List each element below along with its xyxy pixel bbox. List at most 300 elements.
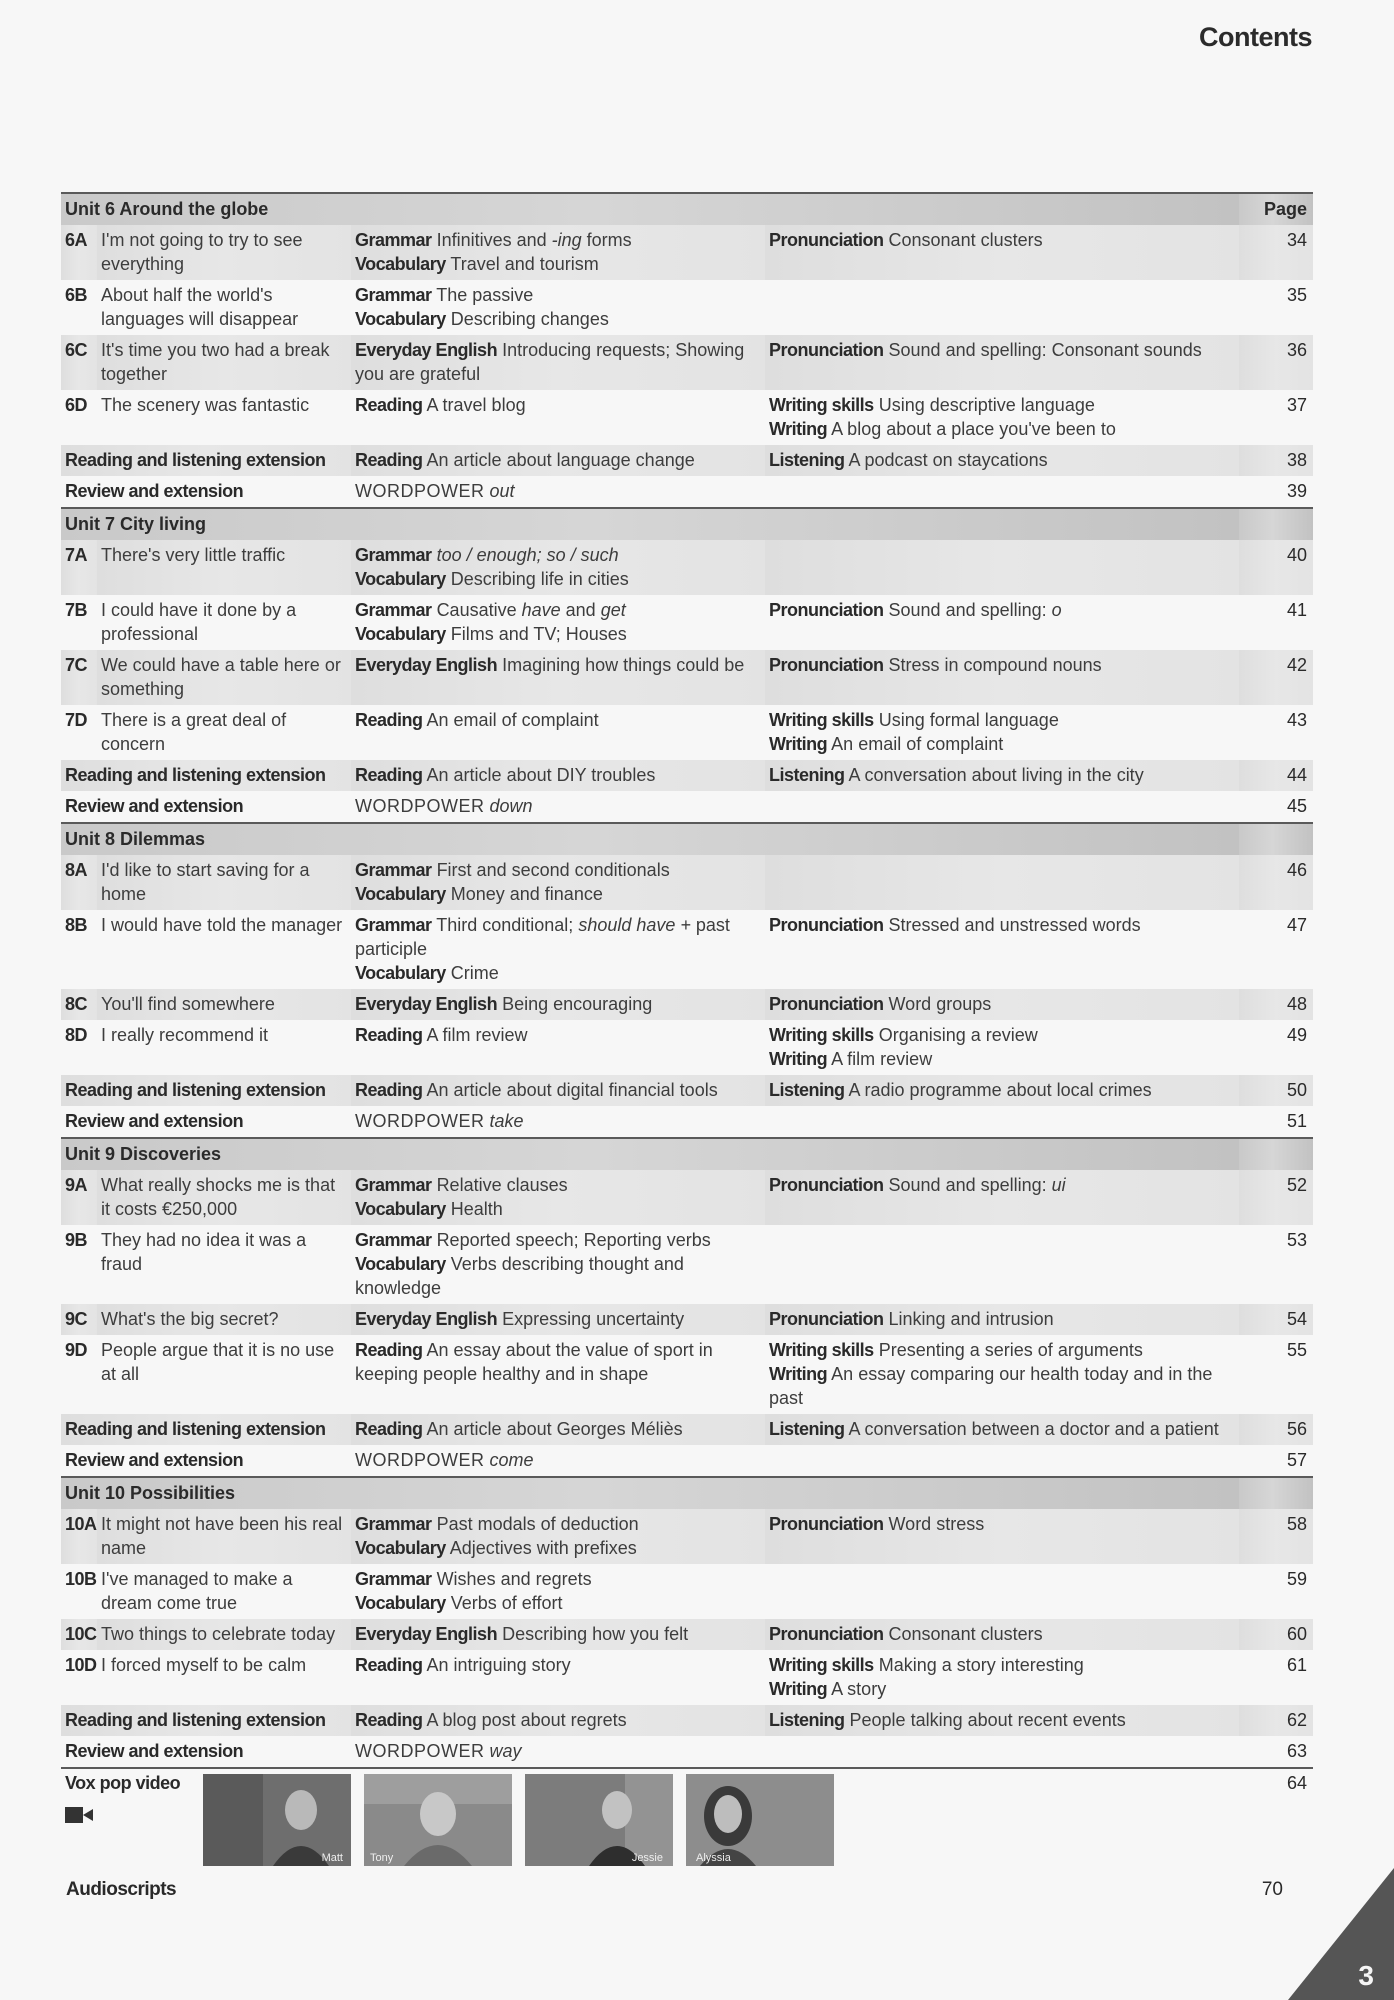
extension-reading-cell	[351, 1075, 765, 1106]
wordpower-label: WORDPOWER	[355, 1741, 485, 1761]
grammar-vocab-cell	[351, 705, 765, 760]
entry-text-after: and	[560, 600, 601, 620]
unit-header-row	[61, 1477, 1313, 1509]
entry-text: Sound and spelling:	[888, 600, 1052, 620]
skills-cell	[765, 1020, 1239, 1075]
extension-label: Reading and listening extension	[61, 1414, 351, 1445]
wordpower-cell	[351, 791, 765, 823]
wordpower-cell	[351, 1445, 765, 1477]
lesson-code: 9D	[65, 1340, 88, 1360]
video-thumbnail[interactable]	[203, 1774, 351, 1866]
entry-label: Grammar	[355, 860, 432, 880]
lesson-row[interactable]	[61, 1170, 1313, 1225]
entry-text: A film review	[426, 1025, 528, 1045]
lesson-row[interactable]	[61, 1335, 1313, 1414]
extension-row[interactable]	[61, 445, 1313, 476]
lesson-row[interactable]	[61, 390, 1313, 445]
grammar-vocab-cell	[351, 1020, 765, 1075]
lesson-row[interactable]	[61, 595, 1313, 650]
page-number-cell: 60	[1239, 1619, 1313, 1650]
extension-reading-cell	[351, 1705, 765, 1736]
lesson-title: It might not have been his real name	[97, 1509, 351, 1564]
entry-text: Crime	[450, 963, 499, 983]
entry-label: Vocabulary	[355, 309, 446, 329]
page-number-cell: 46	[1239, 855, 1313, 910]
entry-label: Everyday English	[355, 655, 498, 675]
grammar-vocab-cell	[351, 1509, 765, 1564]
lesson-row[interactable]	[61, 1225, 1313, 1304]
page-column-header	[1239, 1477, 1313, 1509]
extension-reading-cell	[351, 1414, 765, 1445]
lesson-title: I really recommend it	[101, 1025, 269, 1045]
entry-line	[355, 1536, 761, 1560]
lesson-title: What really shocks me is that it costs €250,000	[97, 1170, 351, 1225]
entry-label: Vocabulary	[355, 254, 446, 274]
grammar-vocab-cell	[351, 225, 765, 280]
entry-text: A podcast on staycations	[848, 450, 1048, 470]
entry-line	[769, 913, 1235, 937]
video-thumbnail[interactable]	[686, 1774, 834, 1866]
skills-cell	[765, 595, 1239, 650]
skills-cell	[765, 1650, 1239, 1705]
lesson-row[interactable]	[61, 705, 1313, 760]
entry-line	[769, 338, 1235, 362]
lesson-title: There's very little traffic	[97, 540, 351, 595]
video-thumbnail[interactable]	[525, 1774, 673, 1866]
entry-line	[355, 1197, 761, 1221]
wordpower-cell	[351, 1106, 765, 1138]
entry-line	[769, 1622, 1235, 1646]
grammar-vocab-cell	[351, 989, 765, 1020]
entry-text: A conversation between a doctor and a patient	[848, 1419, 1219, 1439]
grammar-vocab-cell	[351, 390, 765, 445]
audioscripts-label: Audioscripts	[66, 1879, 177, 1900]
skills-cell	[765, 1225, 1239, 1304]
skills-cell	[765, 855, 1239, 910]
entry-label: Grammar	[355, 230, 432, 250]
entry-text: Word stress	[888, 1514, 985, 1534]
entry-line	[355, 1078, 761, 1102]
page-title: Contents	[1199, 22, 1312, 52]
entry-line	[355, 1591, 761, 1615]
review-label: Review and extension	[65, 796, 244, 816]
entry-text: Introducing requests; Showing you are grateful	[355, 340, 745, 384]
page-number-cell: 55	[1286, 1340, 1308, 1360]
entry-text: Money and finance	[450, 884, 603, 904]
lesson-row[interactable]	[61, 1650, 1313, 1705]
entry-label: Reading	[355, 1080, 423, 1100]
thumbnail-name: Matt	[321, 1852, 343, 1864]
entry-text: Organising a review	[878, 1025, 1038, 1045]
lesson-code: 7B	[65, 600, 88, 620]
page-number-cell: 41	[1286, 600, 1308, 620]
entry-text: Using formal language	[878, 710, 1059, 730]
wordpower-word: take	[489, 1111, 524, 1131]
entry-text: Reported speech; Reporting verbs	[436, 1230, 711, 1250]
unit-title: Unit 8 Dilemmas	[61, 823, 1239, 855]
page-number-cell: 37	[1286, 395, 1308, 415]
entry-text: An email of complaint	[831, 734, 1004, 754]
page-number-cell: 56	[1239, 1414, 1313, 1445]
entry-line	[355, 598, 761, 622]
entry-text: The passive	[436, 285, 534, 305]
lesson-code: 8D	[65, 1025, 88, 1045]
entry-line	[769, 1653, 1235, 1677]
entry-text: People talking about recent events	[849, 1710, 1126, 1730]
lesson-row[interactable]	[61, 1020, 1313, 1075]
entry-line	[355, 763, 761, 787]
wordpower-cell	[351, 1736, 765, 1768]
entry-label: Listening	[769, 450, 845, 470]
lesson-code: 9A	[61, 1170, 97, 1225]
entry-text: An article about DIY troubles	[426, 765, 656, 785]
page-column-header	[1239, 508, 1313, 540]
entry-italic: o	[1051, 600, 1062, 620]
entry-line	[355, 858, 761, 882]
entry-line	[769, 598, 1235, 622]
entry-label: Reading	[355, 1025, 423, 1045]
skills-cell	[765, 540, 1239, 595]
page-number-cell: 45	[1286, 796, 1308, 816]
entry-label: Vocabulary	[355, 1254, 446, 1274]
lesson-code: 6B	[65, 285, 88, 305]
entry-text-after: past participle	[355, 915, 730, 959]
entry-italic: -ing	[551, 230, 582, 250]
wordpower-word: come	[489, 1450, 534, 1470]
grammar-vocab-cell	[351, 540, 765, 595]
review-row[interactable]	[61, 476, 1313, 508]
empty-cell	[765, 791, 1239, 823]
entry-line	[355, 1653, 761, 1677]
page-number: 3	[1358, 1960, 1374, 1991]
lesson-title: What's the big secret?	[97, 1304, 351, 1335]
skills-cell	[765, 910, 1239, 989]
entry-italic: ui	[1051, 1175, 1066, 1195]
entry-line	[355, 1252, 761, 1300]
entry-label: Writing	[769, 1364, 828, 1384]
entry-label: Pronunciation	[769, 1175, 884, 1195]
grammar-vocab-cell	[351, 1335, 765, 1414]
entry-label: Reading	[355, 1419, 423, 1439]
lesson-title: Two things to celebrate today	[97, 1619, 351, 1650]
lesson-row[interactable]	[61, 989, 1313, 1020]
entry-label: Everyday English	[355, 340, 498, 360]
review-label: Review and extension	[65, 1741, 244, 1761]
grammar-vocab-cell	[351, 280, 765, 335]
entry-label: Vocabulary	[355, 884, 446, 904]
lesson-title: They had no idea it was a fraud	[101, 1230, 307, 1274]
lesson-code: 6D	[65, 395, 88, 415]
entry-text: An essay about the value of sport in keeping people healthy and in shape	[355, 1340, 713, 1384]
lesson-title: You'll find somewhere	[97, 989, 351, 1020]
entry-line	[769, 732, 1235, 756]
lesson-title: I've managed to make a dream come true	[101, 1569, 293, 1613]
entry-label: Grammar	[355, 600, 432, 620]
entry-label: Reading	[355, 1655, 423, 1675]
entry-line	[355, 1622, 761, 1646]
entry-text: Being encouraging	[502, 994, 653, 1014]
entry-line	[769, 1512, 1235, 1536]
lesson-code: 6C	[61, 335, 97, 390]
entry-label: Vocabulary	[355, 1538, 446, 1558]
entry-label: Writing	[769, 734, 828, 754]
entry-line	[355, 228, 761, 252]
entry-line	[355, 992, 761, 1016]
wordpower-word: out	[489, 481, 515, 501]
unit-header-row	[61, 508, 1313, 540]
lesson-row[interactable]	[61, 1304, 1313, 1335]
entry-line	[355, 393, 761, 417]
grammar-vocab-cell	[351, 1619, 765, 1650]
skills-cell	[765, 989, 1239, 1020]
unit-header-row	[61, 1138, 1313, 1170]
entry-text: A blog post about regrets	[426, 1710, 627, 1730]
thumbnail-name: Jessie	[631, 1852, 663, 1864]
lesson-row[interactable]	[61, 335, 1313, 390]
empty-cell	[765, 476, 1239, 508]
entry-label: Listening	[769, 1419, 845, 1439]
entry-text: Causative	[436, 600, 522, 620]
entry-label: Vocabulary	[355, 1199, 446, 1219]
entry-line	[355, 708, 761, 732]
extension-row[interactable]	[61, 760, 1313, 791]
wordpower-label: WORDPOWER	[355, 1111, 485, 1131]
review-row[interactable]	[61, 1736, 1313, 1768]
lesson-title: People argue that it is no use at all	[101, 1340, 335, 1384]
review-row[interactable]	[61, 1445, 1313, 1477]
vox-pop-page: 64	[1286, 1773, 1308, 1793]
page-number-cell: 38	[1239, 445, 1313, 476]
lesson-title: I would have told the manager	[101, 915, 343, 935]
entry-label: Pronunciation	[769, 340, 884, 360]
lesson-row[interactable]	[61, 1564, 1313, 1619]
entry-text: Travel and tourism	[450, 254, 599, 274]
entry-text: Stress in compound nouns	[888, 655, 1102, 675]
entry-text: Describing life in cities	[450, 569, 629, 589]
review-label: Review and extension	[65, 1450, 244, 1470]
lesson-code: 10C	[61, 1619, 97, 1650]
lesson-row[interactable]	[61, 225, 1313, 280]
entry-text: Word groups	[888, 994, 992, 1014]
lesson-title: The scenery was fantastic	[101, 395, 310, 415]
entry-text: An article about language change	[426, 450, 695, 470]
wordpower-label: WORDPOWER	[355, 796, 485, 816]
lesson-title: I could have it done by a professional	[101, 600, 297, 644]
entry-text: Health	[450, 1199, 503, 1219]
entry-label: Pronunciation	[769, 1309, 884, 1329]
page-number-cell: 61	[1286, 1655, 1308, 1675]
entry-text: Past modals of deduction	[436, 1514, 639, 1534]
entry-italic: have	[521, 600, 561, 620]
extension-listening-cell	[765, 1075, 1239, 1106]
skills-cell	[765, 225, 1239, 280]
entry-line	[769, 1708, 1235, 1732]
lesson-code: 9B	[65, 1230, 88, 1250]
entry-text: A blog about a place you've been to	[831, 419, 1116, 439]
thumbnail-name: Alyssia	[696, 1852, 731, 1864]
entry-line	[355, 1512, 761, 1536]
unit-title: Unit 10 Possibilities	[61, 1477, 1239, 1509]
entry-label: Writing skills	[769, 1025, 874, 1045]
page-number-cell: 44	[1239, 760, 1313, 791]
extension-row[interactable]	[61, 1075, 1313, 1106]
lesson-title: It's time you two had a break together	[97, 335, 351, 390]
lesson-code: 10A	[61, 1509, 97, 1564]
entry-line	[769, 1307, 1235, 1331]
lesson-row[interactable]	[61, 910, 1313, 989]
entry-text: An email of complaint	[426, 710, 599, 730]
unit-title: Unit 6 Around the globe	[61, 193, 1239, 225]
entry-text: Expressing uncertainty	[502, 1309, 685, 1329]
extension-listening-cell	[765, 1705, 1239, 1736]
entry-text: Consonant clusters	[888, 230, 1043, 250]
entry-line	[769, 448, 1235, 472]
entry-line	[769, 1338, 1235, 1362]
skills-cell	[765, 1509, 1239, 1564]
extension-listening-cell	[765, 445, 1239, 476]
entry-text: Making a story interesting	[878, 1655, 1084, 1675]
lesson-title: I'd like to start saving for a home	[97, 855, 351, 910]
page-number-cell: 49	[1286, 1025, 1308, 1045]
entry-label: Grammar	[355, 1514, 432, 1534]
entry-label: Writing	[769, 1049, 828, 1069]
vox-pop-label: Vox pop video	[65, 1773, 181, 1793]
lesson-code: 10D	[65, 1655, 97, 1675]
lesson-code: 8C	[61, 989, 97, 1020]
grammar-vocab-cell	[351, 910, 765, 989]
entry-text: Sound and spelling:	[888, 1175, 1052, 1195]
extension-label: Reading and listening extension	[61, 1075, 351, 1106]
entry-line	[769, 417, 1235, 441]
thumbnail-name: Tony	[370, 1852, 394, 1864]
audioscripts-page: 70	[1261, 1879, 1283, 1900]
page-column-header	[1239, 823, 1313, 855]
entry-label: Reading	[355, 450, 423, 470]
review-label: Review and extension	[65, 1111, 244, 1131]
entry-line	[769, 1417, 1235, 1441]
entry-line	[769, 1173, 1235, 1197]
page-number-cell: 59	[1286, 1569, 1308, 1589]
wordpower-cell	[351, 476, 765, 508]
extension-row[interactable]	[61, 1705, 1313, 1736]
entry-line	[769, 1362, 1235, 1410]
vox-pop-thumbnails[interactable]	[203, 1774, 833, 1866]
review-label: Review and extension	[65, 481, 244, 501]
empty-cell	[765, 1736, 1239, 1768]
page-number-cell: 36	[1239, 335, 1313, 390]
grammar-vocab-cell	[351, 595, 765, 650]
page-column-header: Page	[1239, 193, 1313, 225]
page-number-cell: 62	[1239, 1705, 1313, 1736]
skills-cell	[765, 335, 1239, 390]
video-thumbnail[interactable]	[364, 1774, 512, 1866]
video-camera-icon	[65, 1807, 83, 1823]
page-number-cell: 42	[1239, 650, 1313, 705]
entry-label: Reading	[355, 765, 423, 785]
grammar-vocab-cell	[351, 1650, 765, 1705]
skills-cell	[765, 1564, 1239, 1619]
lesson-row[interactable]	[61, 540, 1313, 595]
entry-label: Writing skills	[769, 395, 874, 415]
entry-text: First and second conditionals	[436, 860, 670, 880]
extension-row[interactable]	[61, 1414, 1313, 1445]
page-number-cell: 35	[1286, 285, 1308, 305]
wordpower-label: WORDPOWER	[355, 1450, 485, 1470]
entry-line	[355, 567, 761, 591]
lesson-row[interactable]	[61, 1509, 1313, 1564]
entry-text: Sound and spelling: Consonant sounds	[888, 340, 1202, 360]
entry-line	[355, 913, 761, 961]
lesson-row[interactable]	[61, 650, 1313, 705]
entry-label: Reading	[355, 1710, 423, 1730]
entry-line	[355, 1417, 761, 1441]
entry-line	[769, 1677, 1235, 1701]
entry-text: Third conditional;	[436, 915, 579, 935]
entry-text: An intriguing story	[426, 1655, 571, 1675]
page-number-cell: 48	[1239, 989, 1313, 1020]
grammar-vocab-cell	[351, 1170, 765, 1225]
empty-cell	[765, 1445, 1239, 1477]
entry-text: Presenting a series of arguments	[878, 1340, 1143, 1360]
lesson-code: 10B	[65, 1569, 97, 1589]
entry-text: Consonant clusters	[888, 1624, 1043, 1644]
entry-label: Pronunciation	[769, 1624, 884, 1644]
extension-label: Reading and listening extension	[61, 760, 351, 791]
extension-label: Reading and listening extension	[61, 445, 351, 476]
entry-line	[355, 283, 761, 307]
wordpower-word: way	[489, 1741, 522, 1761]
entry-italic: get	[600, 600, 626, 620]
entry-line	[355, 653, 761, 677]
entry-text: Stressed and unstressed words	[888, 915, 1141, 935]
entry-text: Imagining how things could be	[502, 655, 745, 675]
entry-label: Vocabulary	[355, 1593, 446, 1613]
page-corner-tab	[1288, 1868, 1394, 2000]
review-row[interactable]	[61, 1106, 1313, 1138]
page-number-cell: 50	[1239, 1075, 1313, 1106]
extension-listening-cell	[765, 760, 1239, 791]
entry-label: Grammar	[355, 545, 432, 565]
entry-text: Linking and intrusion	[888, 1309, 1054, 1329]
extension-label: Reading and listening extension	[61, 1705, 351, 1736]
review-row[interactable]	[61, 791, 1313, 823]
entry-text: Films and TV; Houses	[450, 624, 627, 644]
entry-label: Pronunciation	[769, 994, 884, 1014]
entry-line	[355, 1023, 761, 1047]
entry-text: Verbs of effort	[450, 1593, 563, 1613]
entry-label: Pronunciation	[769, 655, 884, 675]
wordpower-label: WORDPOWER	[355, 481, 485, 501]
lesson-row[interactable]	[61, 855, 1313, 910]
entry-label: Listening	[769, 1710, 845, 1730]
entry-text: Describing changes	[450, 309, 609, 329]
entry-line	[355, 448, 761, 472]
entry-line	[769, 763, 1235, 787]
lesson-code: 7A	[61, 540, 97, 595]
lesson-row[interactable]	[61, 280, 1313, 335]
page-number-cell: 51	[1286, 1111, 1308, 1131]
entry-label: Vocabulary	[355, 624, 446, 644]
page-number-cell: 52	[1239, 1170, 1313, 1225]
entry-label: Grammar	[355, 1175, 432, 1195]
entry-label: Vocabulary	[355, 963, 446, 983]
lesson-row[interactable]	[61, 1619, 1313, 1650]
entry-line	[769, 653, 1235, 677]
entry-line	[355, 622, 761, 646]
entry-text-after: forms	[581, 230, 632, 250]
page-number-cell: 43	[1286, 710, 1308, 730]
skills-cell	[765, 390, 1239, 445]
